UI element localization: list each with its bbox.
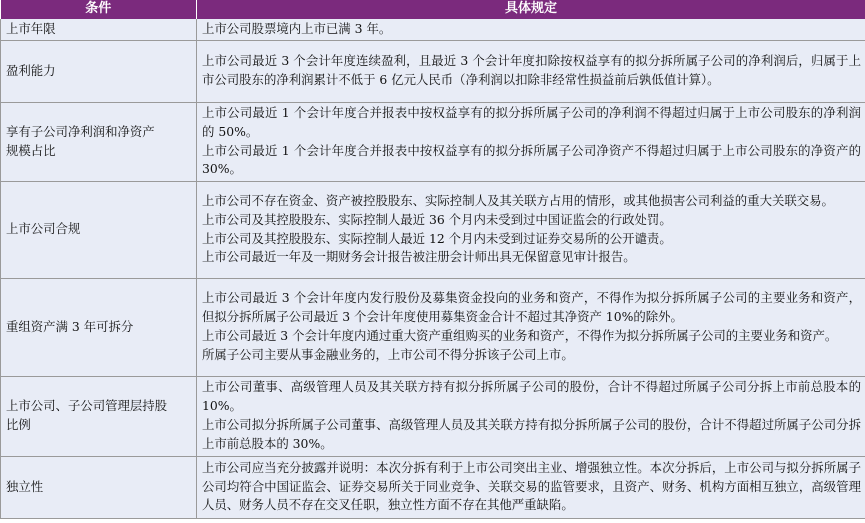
- table-row: [1, 19, 865, 40]
- condition-text: 重组资产满 3 年可拆分: [6, 318, 134, 334]
- rule-text: 上市公司董事、高级管理人员及其关联方持有拟分拆所属子公司的股份，合计不得超过所属子公司分拆上市前总股本的 10%。: [202, 379, 861, 414]
- rule-text: 上市公司最近一年及一期财务会计报告被注册会计师出具无保留意见审计报告。: [202, 249, 636, 265]
- table-row: [1, 376, 865, 456]
- rule-text: 上市公司最近 3 个会计年度连续盈利，且最近 3 个会计年度扣除按权益享有的拟分拆所属子公司的净利润后，归属于上市公司股东的净利润累计不低于 6 亿元人民币（净利润以扣除非经常性损益前后孰低值计算）。: [202, 53, 861, 87]
- condition-cell: [1, 19, 197, 40]
- table-header-row: [1, 0, 865, 19]
- rule-text: 上市公司最近 1 个会计年度合并报表中按权益享有的拟分拆所属子公司净资产不得超过归属于上市公司股东的净资产的 30%。: [202, 142, 861, 177]
- rule-cell: [197, 278, 865, 376]
- condition-text: 享有子公司净利润和净资产: [6, 123, 155, 139]
- rule-text: 所属子公司主要从事金融业务的，上市公司不得分拆该子公司上市。: [202, 346, 574, 362]
- rule-text: 上市公司最近 3 个会计年度内发行股份及募集资金投向的业务和资产，不得作为拟分拆所属子公司的主要业务和资产，但拟分拆所属子公司最近 3 个会计年度使用募集资金合计不超过其净资产 10%的除外。: [202, 290, 861, 325]
- rule-text: 上市公司股票境内上市已满 3 年。: [202, 20, 392, 36]
- rule-cell: [197, 40, 865, 102]
- condition-text: 上市公司合规: [6, 221, 81, 237]
- header-condition: 条件: [1, 0, 197, 19]
- table-row: [1, 181, 865, 278]
- rule-text: 上市公司最近 1 个会计年度合并报表中按权益享有的拟分拆所属子公司的净利润不得超过归属于上市公司股东的净利润的 50%。: [202, 104, 861, 139]
- condition-cell: [1, 102, 197, 181]
- rule-text: 上市公司不存在资金、资产被控股股东、实际控制人及其关联方占用的情形，或其他损害公司利益的重大关联交易。: [202, 192, 834, 208]
- condition-cell: [1, 181, 197, 278]
- condition-text: 独立性: [6, 478, 44, 494]
- rule-text: 上市公司及其控股股东、实际控制人最近 36 个月内未受到过中国证监会的行政处罚。: [202, 211, 672, 227]
- table-row: [1, 40, 865, 102]
- rule-cell: [197, 456, 865, 518]
- rule-text: 上市公司及其控股股东、实际控制人最近 12 个月内未受到过证券交易所的公开谴责。: [202, 230, 672, 246]
- condition-cell: [1, 278, 197, 376]
- condition-cell: [1, 456, 197, 518]
- rule-text: 上市公司拟分拆所属子公司董事、高级管理人员及其关联方持有拟分拆所属子公司的股份，合计不得超过所属子公司分拆上市前总股本的 30%。: [202, 417, 861, 451]
- condition-text: 比例: [6, 417, 31, 432]
- condition-text: 规模占比: [6, 142, 56, 158]
- table-row: [1, 102, 865, 181]
- table-row: [1, 278, 865, 376]
- condition-cell: [1, 40, 197, 102]
- condition-text: 盈利能力: [6, 62, 56, 78]
- condition-cell: [1, 376, 197, 456]
- rule-cell: [197, 181, 865, 278]
- rule-text: 上市公司最近 3 个会计年度内通过重大资产重组购买的业务和资产，不得作为拟分拆所属子公司的主要业务和资产。: [202, 328, 838, 343]
- rule-cell: [197, 376, 865, 456]
- condition-text: 上市年限: [6, 20, 56, 36]
- table-row: [1, 456, 865, 518]
- rule-cell: [197, 19, 865, 40]
- condition-text: 上市公司、子公司管理层持股: [6, 398, 168, 414]
- rule-text: 上市公司应当充分披露并说明：本次分拆有利于上市公司突出主业、增强独立性。本次分拆后，上市公司与拟分拆所属子公司均符合中国证监会、证券交易所关于同业竞争、关联交易的监管要求，且资产、财务、机构方面相互独立，高级管理人员、财务人员不存在交叉任职，独立性方面不存在其他严重缺陷。: [202, 459, 861, 513]
- rule-cell: [197, 102, 865, 181]
- header-rules: 具体规定: [197, 0, 865, 19]
